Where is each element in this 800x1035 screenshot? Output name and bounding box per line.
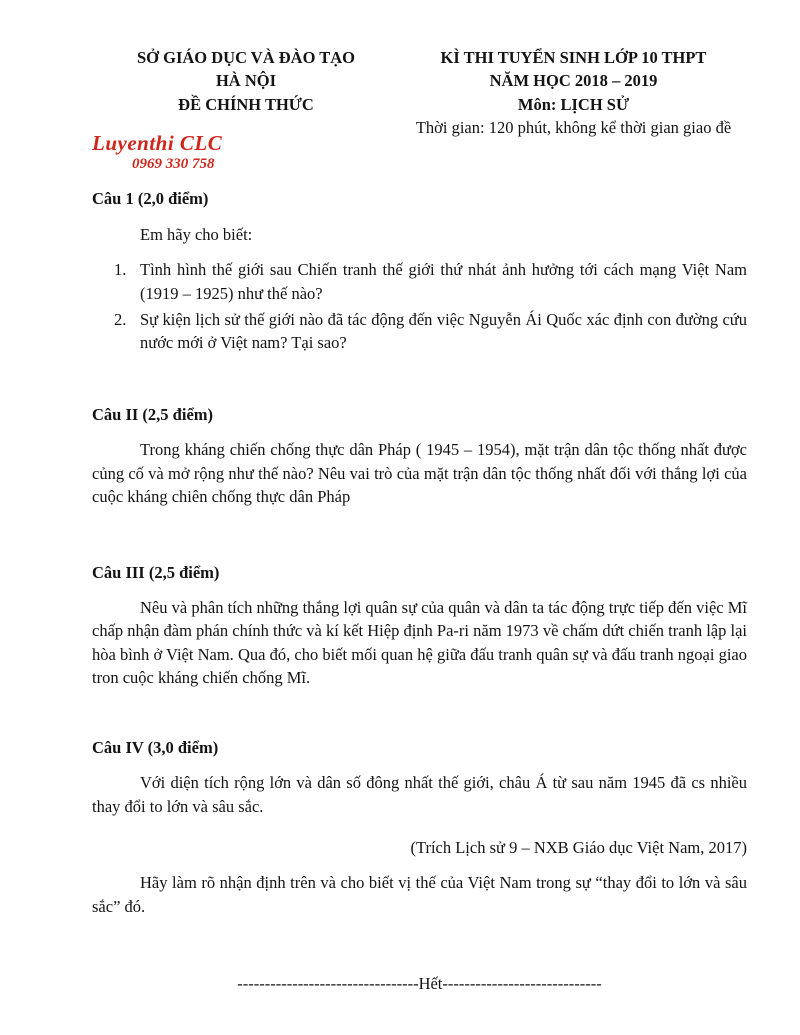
question-1-heading: Câu 1 (2,0 điểm) bbox=[92, 189, 209, 209]
exam-duration: Thời gian: 120 phút, không kể thời gian giao đề bbox=[415, 118, 732, 138]
exam-title: KÌ THI TUYỂN SINH LỚP 10 THPT bbox=[440, 48, 707, 67]
question-4-statement: Với diện tích rộng lớn và dân số đông nhất thế giới, châu Á từ sau năm 1945 đã cs nhiều thay đổi to lớn và sâu sắc. bbox=[92, 773, 747, 816]
question-3-heading: Câu III (2,5 điểm) bbox=[92, 562, 220, 582]
list-item-text: Tình hình thế giới sau Chiến tranh thế giới thứ nhát ảnh hưởng tới cách mạng Việt Nam (1919 – 1925) như thế nào? bbox=[140, 260, 747, 303]
question-1-list bbox=[92, 258, 747, 355]
exam-version-label: ĐỀ CHÍNH THỨC bbox=[178, 94, 314, 114]
logo bbox=[92, 132, 400, 173]
question-4-heading: Câu IV (3,0 điểm) bbox=[92, 737, 219, 757]
exam-school-year: NĂM HỌC 2018 – 2019 bbox=[489, 71, 658, 91]
list-item bbox=[92, 308, 747, 355]
question-1-section bbox=[92, 187, 747, 355]
list-item-number: 2. bbox=[114, 310, 127, 330]
authority-name: SỞ GIÁO DỤC VÀ ĐÀO TẠO bbox=[136, 48, 356, 67]
list-item-number: 1. bbox=[114, 260, 127, 280]
question-3-text: Nêu và phân tích những thắng lợi quân sự của quân và dân ta tác động trực tiếp đến việc Mĩ chấp nhận đàm phán chính thức và kí kết Hiệp định Pa-ri năm 1973 về chấm dứt chiến tranh lập lại hòa bình ở Việt Nam. Qua đó, cho biết mối quan hệ giữa đấu tranh quân sự và đấu tranh ngoại giao tron cuộc kháng chiến chống Mĩ. bbox=[92, 598, 747, 688]
list-item bbox=[92, 258, 747, 305]
document-header bbox=[92, 46, 747, 173]
question-3-section bbox=[92, 561, 747, 690]
question-4-citation: (Trích Lịch sử 9 – NXB Giáo dục Việt Nam, 2017) bbox=[410, 837, 747, 857]
logo-text: Luyenthi CLC bbox=[92, 131, 223, 156]
question-4-section bbox=[92, 736, 747, 919]
authority-city: HÀ NỘI bbox=[215, 71, 277, 91]
question-1-intro: Em hãy cho biết: bbox=[140, 224, 253, 244]
end-of-exam-divider: ---------------------------------Hết----------------------------- bbox=[237, 974, 602, 994]
logo-phone-number: 0969 330 758 bbox=[132, 156, 215, 173]
question-2-section bbox=[92, 403, 747, 509]
exam-title-block bbox=[400, 46, 747, 173]
question-2-heading: Câu II (2,5 điểm) bbox=[92, 404, 214, 424]
list-item-text: Sự kiện lịch sử thế giới nào đã tác động đến việc Nguyễn Ái Quốc xác định con đường cứu nước mới ở Việt nam? Tại sao? bbox=[140, 310, 747, 353]
question-2-text: Trong kháng chiến chống thực dân Pháp ( 1945 – 1954), mặt trận dân tộc thống nhất được củng cố và mở rộng như thế nào? Nêu vai trò của mặt trận dân tộc thống nhất đối với thắng lợi của cuộc kháng chiên chống thực dân Pháp bbox=[92, 440, 747, 507]
question-4-task: Hãy làm rõ nhận định trên và cho biết vị thế của Việt Nam trong sự “thay đổi to lớn và sâu sắc” đó. bbox=[92, 873, 747, 916]
exam-subject: Môn: LỊCH SỬ bbox=[517, 94, 630, 114]
issuing-authority-block bbox=[92, 46, 400, 173]
